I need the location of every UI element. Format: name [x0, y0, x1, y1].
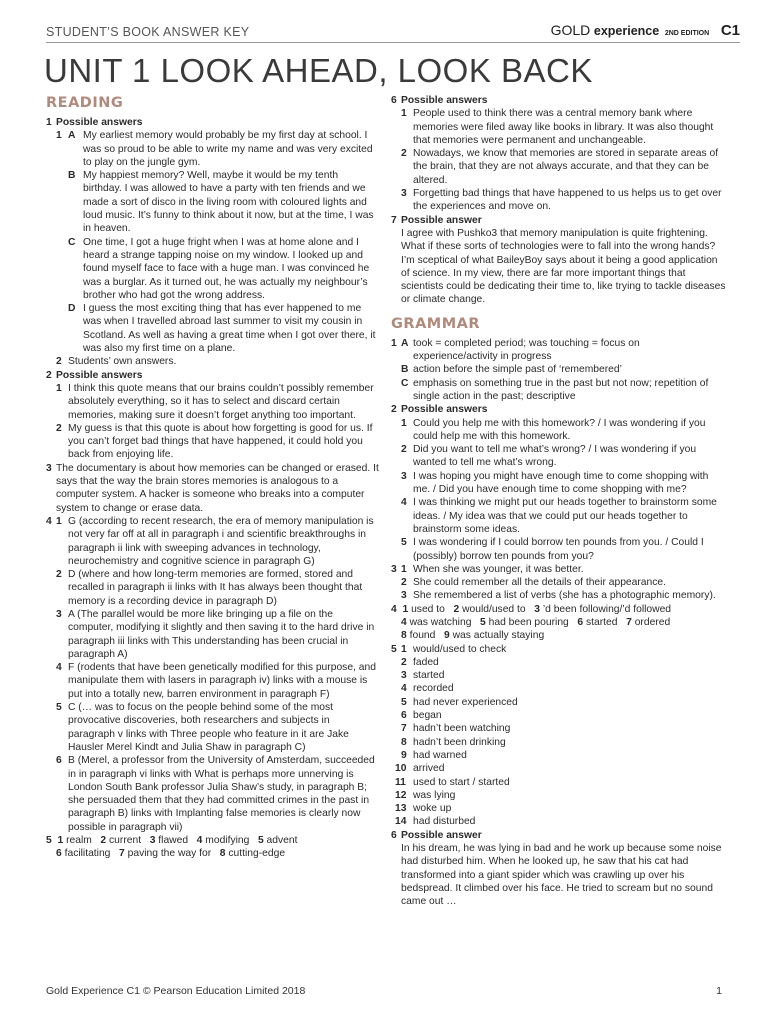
reading-heading: READING: [46, 95, 124, 111]
grammar-q1-b: B action before the simple past of ‘remembered’: [401, 364, 622, 376]
grammar-q5-5: 5 had never experienced: [401, 696, 518, 708]
reading-q4-2: 2 D (where and how long-term memories are formed, stored and recalled in paragraph ii links with It has always been thought that memory is a recording device in paragraph D): [56, 569, 363, 607]
grammar-q5-9: 9 had warned: [401, 749, 467, 761]
grammar-q3-1: 3 1 When she was younger, it was better.: [391, 563, 584, 575]
reading-q3: 3 The documentary is about how memories can be changed or erased. It says that the way the brain stores memories is analogous to a computer system. A hacker is someone who breaks into a computer system to change or erase data.: [46, 462, 379, 514]
brand-gold: GOLD: [550, 22, 591, 38]
reading-q1-1a: 1 A My earliest memory would probably be my first day at school. I was so proud to be able to write my name and was very excited to play on the jungle gym.: [56, 130, 373, 168]
reading-q4-5: 5 C (… was to focus on the people behind some of the most provocative discoveries, both researchers and subjects in paragraph v links with Three people who feature in it are Jake Hausler Merel Kindt and Julia Shaw in paragraph C): [56, 702, 349, 753]
grammar-q4-line1: 4 1 used to 2 would/used to 3 ’d been following/’d followed: [391, 603, 672, 615]
grammar-q3-2: 2 She could remember all the details of their appearance.: [401, 577, 666, 589]
grammar-q5-7: 7 hadn’t been watching: [401, 723, 511, 735]
grammar-q5-14: 14 had disturbed: [395, 816, 476, 828]
reading-q5-line2: 6 facilitating 7 paving the way for 8 cutting-edge: [56, 848, 286, 860]
grammar-q3-3: 3 She remembered a list of verbs (she has a photographic memory).: [401, 590, 716, 602]
reading-q5-line1: 5 1 realm 2 current 3 flawed 4 modifying 5 advent: [46, 835, 298, 847]
header-left: STUDENT’S BOOK ANSWER KEY: [46, 25, 250, 39]
grammar-q5-8: 8 hadn’t been drinking: [401, 736, 506, 748]
reading-q1-c: C One time, I got a huge fright when I was at home alone and I heard a strange tapping noise on my window. I looked up and found myself face to face with a huge man. I was convinced he was a burglar. As it turned out, he was actually my neighbour’s brother who had got the wrong address.: [68, 236, 370, 301]
reading-q2: 2 Possible answers: [46, 369, 143, 381]
brand-edition: 2ND EDITION: [664, 30, 710, 37]
grammar-q4-line2: 4 was watching 5 had been pouring 6 started 7 ordered: [401, 616, 671, 628]
footer-copyright: Gold Experience C1 © Pearson Education Limited 2018: [46, 985, 306, 997]
grammar-q2-4: 4 I was thinking we might put our heads together to brainstorm some ideas. / My idea was that we could put our heads together to brainstorm some ideas.: [401, 497, 717, 535]
grammar-q5-12: 12 was lying: [395, 789, 456, 801]
grammar-q1-c: C emphasis on something true in the past but not now; repetition of single action in the past; descriptive: [401, 377, 709, 402]
grammar-heading: GRAMMAR: [391, 315, 481, 332]
grammar-q5-6: 6 began: [401, 710, 442, 722]
grammar-q5-13: 13 woke up: [395, 803, 452, 815]
grammar-q5-3: 3 started: [401, 670, 445, 682]
right-column: [391, 94, 726, 909]
grammar-q2-3: 3 I was hoping you might have enough time to come shopping with me. / Did you have enough time to come shopping with me?: [401, 470, 709, 496]
grammar-q5-10: 10 arrived: [395, 763, 445, 775]
grammar-q5-4: 4 recorded: [401, 683, 454, 695]
level-badge: C1: [720, 22, 740, 39]
reading-q4-4: 4 F (rodents that have been genetically modified for this purpose, and manipulate them with lasers in paragraph iv) links with a mouse is put into a totally new, barren environment in paragraph F): [56, 662, 376, 700]
grammar-q2-5: 5 I was wondering if I could borrow ten pounds from you. / Could I (possibly) borrow ten pounds from you?: [401, 537, 704, 562]
reading-q1-d: D I guess the most exciting thing that has ever happened to me was when I travelled abroad last summer to visit my cousin in Scotland. As well as having a great time when I got over there, it was also my first time on a plane.: [68, 303, 376, 355]
reading-q4-1: 4 1 G (according to recent research, the era of memory manipulation is not very far off at all in paragraph i and scientific breakthroughs in paragraph ii link with sweeping advances in technology, neurochemistry and cognitive science in paragraph G): [46, 515, 374, 567]
reading-q4-6: 6 B (Merel, a professor from the University of Amsterdam, succeeded in in paragraph vi links with What is perhaps more unnerving is London South Bank professor Julia Shaw’s study, in paragraph B; she persuaded them that they had committed crimes in the past in paragraph B) links with Implanting false memories is clearly now possible in paragraph vii): [56, 755, 375, 833]
grammar-q5-2: 2 faded: [401, 656, 439, 668]
grammar-q4-line3: 8 found 9 was actually staying: [401, 630, 545, 642]
left-column: [46, 94, 379, 861]
reading-q2-1: 1 I think this quote means that our brains couldn’t possibly remember absolutely everything, so it has to select and discard certain memories, making sure it doesn’t forget anything too important.: [56, 382, 374, 421]
brand-experience: experience: [593, 24, 660, 38]
grammar-q6: 6 Possible answer: [391, 829, 482, 841]
grammar-q2-1: 1 Could you help me with this homework? / I was wondering if you could help me with this homework.: [401, 417, 706, 442]
grammar-q2: 2 Possible answers: [391, 404, 488, 416]
header-brand: [551, 22, 740, 39]
reading-q4-3: 3 A (The parallel would be more like bringing up a file on the computer, modifying it slightly and then saving it to the hard drive in paragraph iii links with This understanding has been crucial in paragraph A): [56, 608, 375, 660]
reading-q7: 7 Possible answer: [391, 214, 482, 226]
reading-q2-2: 2 My guess is that this quote is about how forgetting is good for us. If you can’t forget bad things that have happened, it could hold you back from enjoying life.: [56, 422, 373, 461]
reading-q6-2: 2 Nowadays, we know that memories are stored in separate areas of the brain, that they are not always accurate, and that they can be altered.: [401, 148, 719, 186]
reading-q6-3: 3 Forgetting bad things that have happened to us helps us to get over the experiences and move on.: [401, 188, 722, 213]
grammar-q2-2: 2 Did you want to tell me what’s wrong? / I was wondering if you wanted to tell me what’s wrong.: [401, 444, 697, 469]
reading-q1-2: 2 Students’ own answers.: [56, 356, 177, 368]
grammar-q1-a: 1 A took = completed period; was touching = focus on experience/activity in progress: [391, 337, 640, 363]
reading-q1-label: Possible answers: [56, 117, 143, 128]
grammar-q6-text: In his dream, he was lying in bad and he work up because some noise had disturbed him. When he looked up, he saw that his cat had transformed into a giant spider which was crawling up over his bedspread. It climbed over his face. He tried to scream but no sound came out …: [401, 843, 722, 908]
header-rule: [46, 42, 740, 43]
reading-q1-b: B My happiest memory? Well, maybe it would be my tenth birthday. I was allowed to have a party with ten friends and we made a sort of disco in the living room with coloured lights and loud music. It’s funny to think about it now, but at the time, I was in heaven.: [68, 170, 374, 235]
grammar-q5-1: 5 1 would/used to check: [391, 643, 507, 655]
reading-q7-text: I agree with Pushko3 that memory manipulation is quite frightening. What if these sorts of technologies were to fall into the wrong hands? I’m sceptical of what BaileyBoy says about it being a good application of science. In my view, there are far more important things that scientists could be dedicating their time to, like trying to tackle diseases or climate change.: [401, 227, 726, 306]
reading-q6: 6 Possible answers: [391, 95, 488, 106]
reading-q6-1: 1 People used to think there was a central memory bank where memories were filed away like books in library. It was also thought that memories were permanent and unchangeable.: [401, 108, 714, 146]
page-number: 1: [716, 985, 722, 997]
grammar-q5-11: 11 used to start / started: [395, 776, 510, 788]
reading-q1: 1 Possible answers: [46, 116, 379, 129]
page-title: UNIT 1 LOOK AHEAD, LOOK BACK: [44, 52, 593, 89]
